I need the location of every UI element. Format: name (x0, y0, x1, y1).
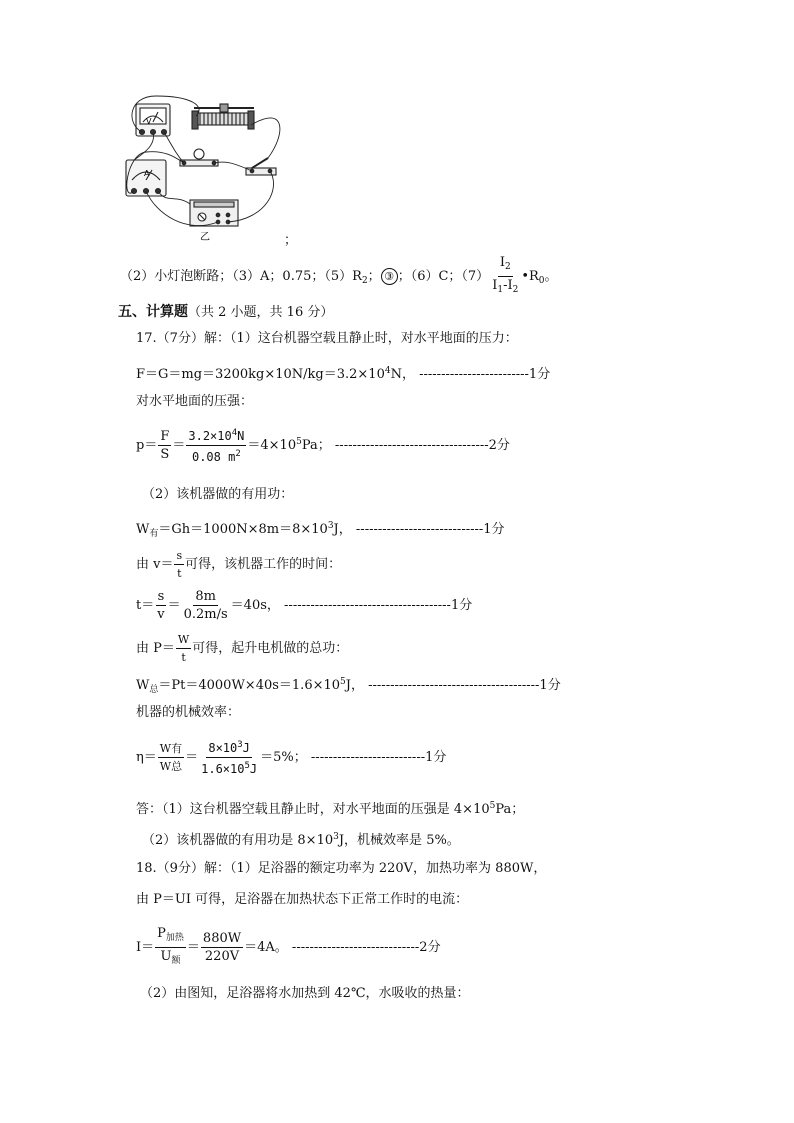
switch (246, 158, 276, 175)
q17-answer-1: 答：（1）这台机器空载且静止时，对水平地面的压强是 $4\times 10^5Pa$； (136, 801, 525, 817)
figure-end-punct: ； (284, 233, 298, 248)
voltmeter-label: V (146, 117, 152, 126)
rheostat (192, 104, 254, 129)
q17-velocity-formula: 由 v＝ $\frac{s}{t}$ 可得，该机器工作的时间： (136, 549, 342, 580)
q17-power-formula: 由 P＝ $\frac{W}{t}$ 可得，起升电机做的总功： (136, 633, 349, 664)
circuit-diagram (116, 94, 316, 244)
q17-pressure-label: 对水平地面的压强： (136, 394, 254, 409)
q18-pui-line: 由 P＝UI 可得，足浴器在加热状态下正常工作时的电流： (136, 892, 469, 907)
section-title: 五、计算题（共 2 小题，共 16 分） (118, 304, 334, 320)
fraction-answer-7: $\frac{I_2}{I_1-I_2}$ (492, 255, 519, 295)
q17-time-equation: t＝ $\frac{s}{v}$ ＝ $\frac{8m}{0.2m/s}$ ＝40s， --------------------------------------1分 (136, 589, 473, 622)
q17-pressure-equation: p＝ $\frac{F}{S}$ ＝ $\frac{3.2\times 10^4N}{0.08 m^2}$ $=4\times 10^5Pa$； -----------------------------------2分 (136, 428, 510, 464)
q17-useful-work: $W_有=Gh=1000N\times 8m=8\times 10^3J$， -----------------------------1分 (136, 521, 505, 539)
q18-part2: （2）由图知，足浴器将水加热到 42℃，水吸收的热量： (140, 986, 470, 1001)
figure-label: 乙 (200, 232, 210, 243)
light-bulb (180, 149, 218, 166)
answers-line: （2）小灯泡断路；（3）A；0.75；$(5)R_2$； ③ ；（6）C；（7） $\frac{I_2}{I_1-I_2}$ $•R_0$。 (120, 255, 558, 298)
ammeter (126, 160, 166, 196)
q17-useful-heading: （2）该机器做的有用功： (142, 487, 294, 502)
q17-heading: 17.（7分）解：（1）这台机器空载且静止时，对水平地面的压力： (136, 331, 518, 346)
q17-efficiency-equation: η＝ $\frac{\text{W有}}{\text{W总}}$ ＝ $\frac{8\times 10^3J}{1.6\times 10^5J}$ ＝5%； --------------------------1分 (136, 740, 447, 776)
q17-efficiency-label: 机器的机械效率： (136, 705, 241, 720)
q17-total-work: $W_总=Pt=4000W\times 40s=1.6\times 10^5J$， ---------------------------------------1分 (136, 677, 561, 695)
q18-current-equation: I＝ $\frac{P_{加热}}{U_额}$ ＝ $\frac{880W}{220V}$ ＝4A。 -----------------------------2分 (136, 926, 441, 966)
q17-force-equation: $F=G=mg=3200kg\times 10N/kg=3.2\times 10^4N$， -------------------------1分 (136, 366, 551, 382)
ammeter-label: A (144, 169, 150, 178)
q17-answer-2: （2）该机器做的有用功是 $8\times 10^3J$，机械效率是 5%。 (142, 832, 460, 848)
circled-answer: ③ (381, 268, 398, 285)
q18-heading: 18.（9分）解：（1）足浴器的额定功率为 220V，加热功率为 880W， (136, 861, 547, 876)
